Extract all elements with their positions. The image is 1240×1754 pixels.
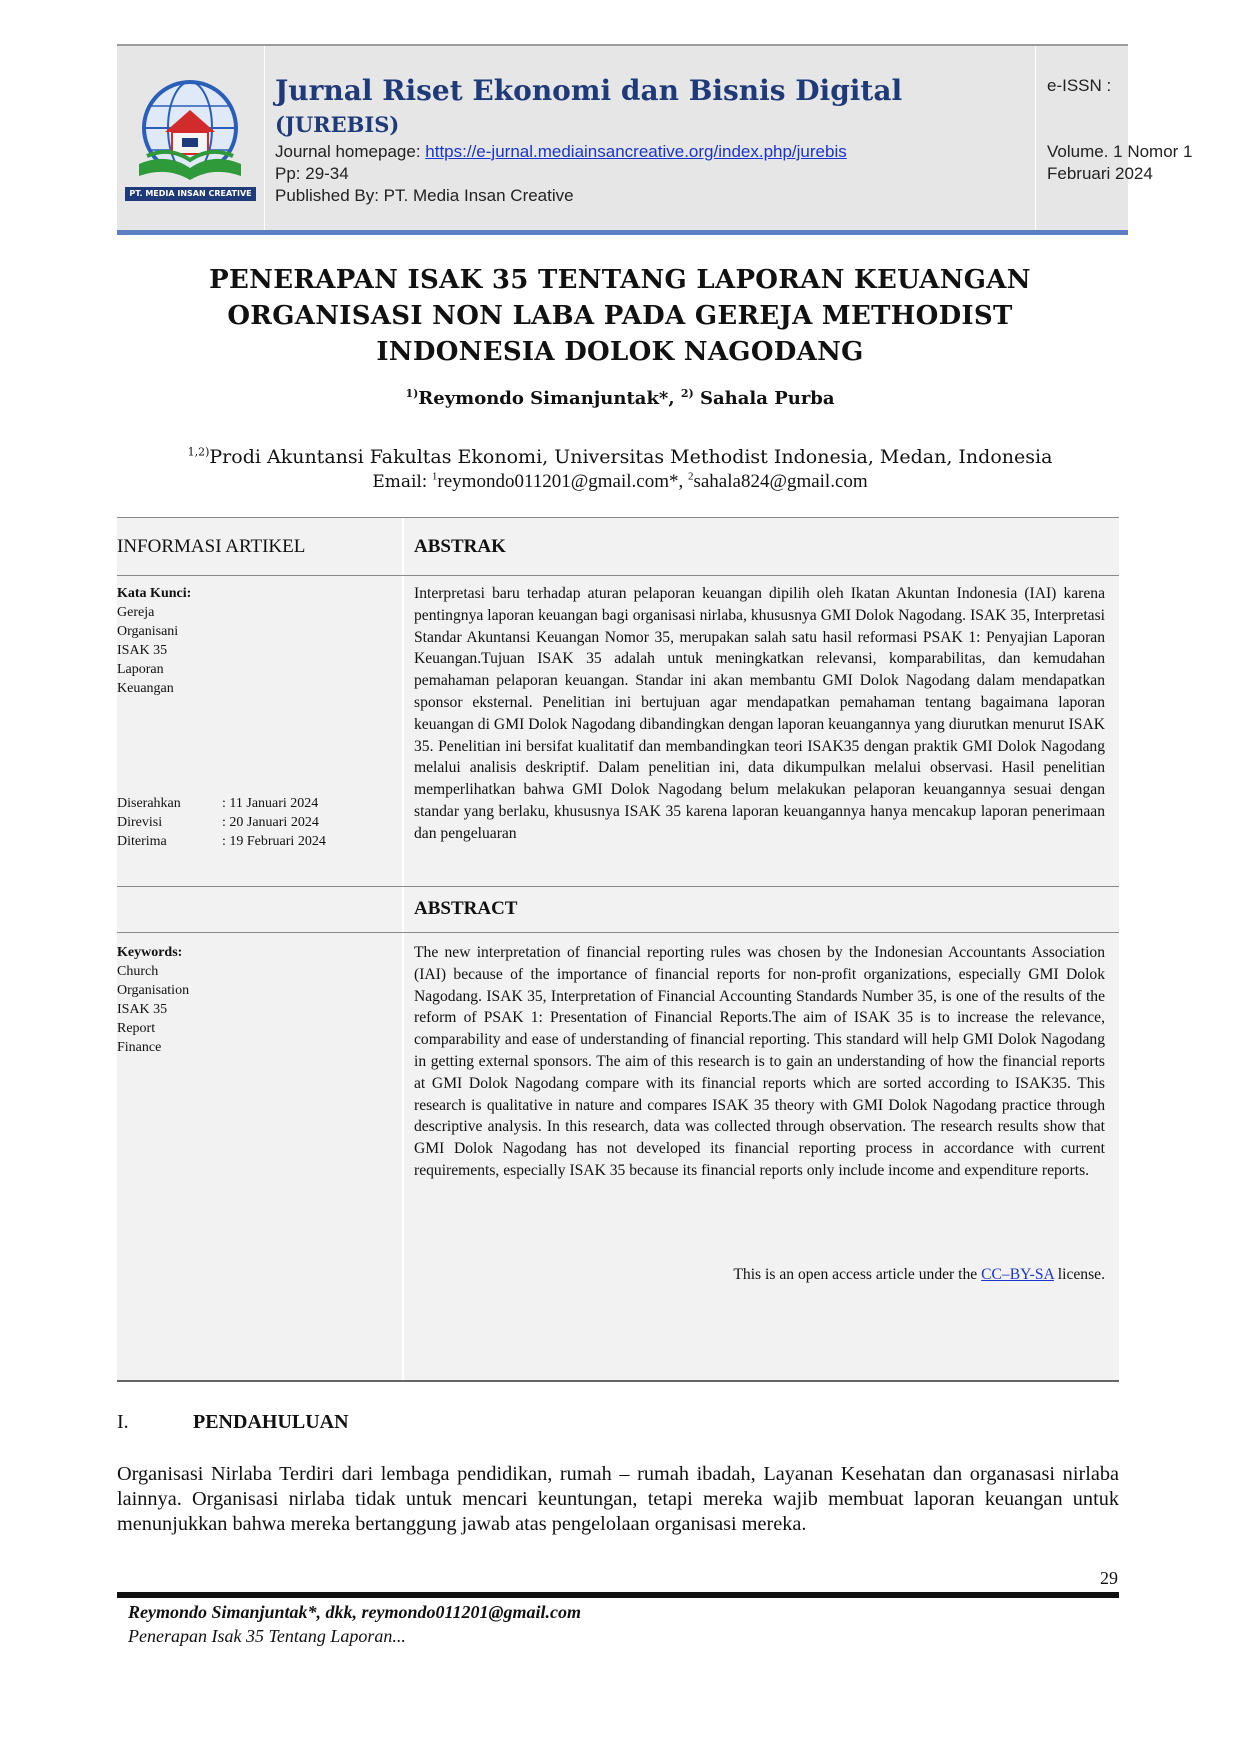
article-info-header: INFORMASI ARTIKEL bbox=[117, 536, 306, 557]
abstrak-text: Interpretasi baru terhadap aturan pelaporan keuangan dipilih oleh Ikatan Akuntan Indonesia (IAI) karena pentingnya laporan keuangan bagi organisasi nirlaba, khususnya GMI Dolok Nagodang. ISAK 35, Interpretasi Standar Akuntansi Keuangan Nomor 35, merupakan salah satu hasil reformasi PSAK 1: Penyajian Laporan Keuangan.Tujuan ISAK 35 adalah untuk meningkatkan relevansi, komparabilitas, dan kemudahan pemahaman pelaporan keuangan. Standar ini akan membantu GMI Dolok Nagodang dalam mendapatkan sponsor eksternal. Penelitian ini bertujuan agar mendapatkan pemahaman tentang bagaimana laporan keuangan di GMI Dolok Nagodang dibandingkan dengan laporan keuangannya yang diurutkan menurut ISAK 35. Penelitian ini bersifat kualitatif dan membandingkan teori ISAK35 dengan praktik GMI Dolok Nagodang melalui analisis deskriptif. Dalam penelitian ini, data dikumpulkan melalui observasi. Hasil penelitian memperlihatkan bahwa GMI Dolok Nagodang belum melakukan pelaporan keuangannya sesuai dengan standar yang berlaku, khususnya ISAK 35 karena laporan keuangannya hanya mencakup laporan penerimaan dan pengeluaran bbox=[414, 585, 1105, 842]
email-address: reymondo011201@gmail.com*, bbox=[437, 471, 688, 492]
author-name: Sahala Purba bbox=[693, 388, 835, 409]
header-issue-info bbox=[1047, 46, 1193, 230]
table-column-divider bbox=[402, 517, 404, 1380]
email-label: Email bbox=[372, 472, 422, 492]
date-label: Diterima bbox=[117, 834, 167, 849]
header-divider bbox=[1035, 46, 1036, 230]
paper-title bbox=[120, 262, 1120, 370]
footer-short-title: Penerapan Isak 35 Tentang Laporan... bbox=[128, 1626, 406, 1646]
kata-kunci-title: Kata Kunci: bbox=[117, 586, 192, 601]
date-value: : 19 Februari 2024 bbox=[222, 834, 326, 849]
author-marker: 1) bbox=[405, 387, 419, 400]
title-line: ORGANISASI NON LABA PADA GEREJA METHODIST bbox=[227, 301, 1013, 331]
date-row bbox=[117, 813, 326, 832]
affiliation bbox=[120, 446, 1120, 468]
section-heading bbox=[117, 1411, 349, 1434]
date-label: Direvisi bbox=[117, 815, 163, 830]
keyword: Report bbox=[117, 1021, 156, 1036]
author-emails: Email: $^1$reymondo011201@gmail.com*, $^2$sahala824@gmail.com bbox=[372, 470, 868, 492]
affiliation-marker: 1,2) bbox=[187, 445, 210, 459]
date-label: Diserahkan bbox=[117, 796, 181, 811]
footer-rule bbox=[117, 1592, 1119, 1598]
section-number: I. bbox=[117, 1411, 129, 1433]
author-name: Reymondo Simanjuntak*, bbox=[418, 388, 681, 409]
logo-emblem-icon bbox=[117, 46, 264, 230]
abstract-header: ABSTRACT bbox=[414, 898, 518, 919]
author-marker: 2) bbox=[680, 387, 694, 400]
footer-author: Reymondo Simanjuntak*, dkk, reymondo011201@gmail.com bbox=[128, 1602, 582, 1622]
keyword: Organisation bbox=[117, 983, 190, 998]
license-note bbox=[414, 1266, 1105, 1284]
title-line: INDONESIA DOLOK NAGODANG bbox=[376, 337, 864, 367]
keyword: Organisani bbox=[117, 624, 179, 639]
issue-date: Februari 2024 bbox=[1047, 164, 1153, 183]
keyword: ISAK 35 bbox=[117, 643, 168, 658]
date-row bbox=[117, 832, 326, 851]
keyword: Gereja bbox=[117, 605, 155, 620]
homepage-link[interactable]: https://e-jurnal.mediainsancreative.org/index.php/jurebis bbox=[425, 142, 847, 161]
email-marker: 1 bbox=[431, 470, 438, 483]
publisher: Published By: PT. Media Insan Creative bbox=[275, 186, 574, 205]
affiliation-text: Prodi Akuntansi Fakultas Ekonomi, Universitas Methodist Indonesia, Medan, Indonesia bbox=[209, 446, 1053, 468]
table-rule bbox=[117, 1380, 1119, 1382]
header-journal-info bbox=[275, 46, 1035, 230]
table-rule bbox=[117, 932, 1119, 933]
keywords-list bbox=[117, 943, 189, 1057]
keyword: Church bbox=[117, 964, 159, 979]
journal-header bbox=[117, 46, 1193, 230]
journal-abbreviation: (JUREBIS) bbox=[275, 112, 400, 137]
section-title: PENDAHULUAN bbox=[193, 1411, 349, 1433]
title-line: PENERAPAN ISAK 35 TENTANG LAPORAN KEUANGAN bbox=[209, 265, 1031, 295]
keyword: Keuangan bbox=[117, 681, 174, 696]
keyword: Finance bbox=[117, 1040, 162, 1055]
license-text: This is an open access article under the bbox=[733, 1266, 982, 1283]
keyword: ISAK 35 bbox=[117, 1002, 168, 1017]
keyword: Laporan bbox=[117, 662, 164, 677]
article-dates bbox=[117, 794, 326, 851]
header-divider bbox=[264, 46, 265, 230]
page-number: 29 bbox=[1100, 1568, 1118, 1588]
table-rule bbox=[117, 575, 1119, 576]
page-range: Pp: 29-34 bbox=[275, 164, 349, 183]
keywords-title: Keywords: bbox=[117, 945, 183, 960]
header-bottom-rule bbox=[117, 230, 1128, 235]
date-value: : 11 Januari 2024 bbox=[222, 796, 319, 811]
abstrak-header: ABSTRAK bbox=[414, 536, 506, 557]
volume-number: Volume. 1 Nomor 1 bbox=[1047, 142, 1193, 161]
table-rule bbox=[117, 886, 1119, 887]
author-list bbox=[120, 388, 1120, 409]
journal-title: Jurnal Riset Ekonomi dan Bisnis Digital bbox=[275, 74, 903, 107]
abstract-text: The new interpretation of financial reporting rules was chosen by the Indonesian Accountants Association (IAI) because of the importance of financial reports for non-profit organizations, especially GMI Dolok Nagodang. ISAK 35, Interpretation of Financial Accounting Standards Number 35, is one of the results of the reform of PSAK 1: Presentation of Financial Reports.The aim of ISAK 35 is to increase the relevance, comparability and ease of understanding of financial reporting. This standard will help GMI Dolok Nagodang in getting external sponsors. The aim of this research is to gain an understanding of how the financial reports at GMI Dolok Nagodang compare with its financial reports which are sorted according to ISAK35. This research is qualitative in nature and compares ISAK 35 theory with GMI Dolok Nagodang practice through descriptive analysis. In this research, data was collected through observation. The research results show that GMI Dolok Nagodang has not developed its financial reporting process in accordance with current requirements, especially ISAK 35 because its financial reports only include income and expenditure reports. bbox=[414, 944, 1105, 1179]
email-address: sahala824@gmail.com bbox=[693, 471, 868, 492]
logo-caption: PT. MEDIA INSAN CREATIVE bbox=[129, 189, 252, 198]
journal-homepage bbox=[275, 142, 847, 162]
homepage-label: Journal homepage: bbox=[275, 142, 426, 161]
body-paragraph: Organisasi Nirlaba Terdiri dari lembaga pendidikan, rumah – rumah ibadah, Layanan Kesehatan dan organasasi nirlaba lainnya. Organisasi nirlaba tidak untuk mencari keuntungan, tetapi mereka wajib membuat laporan keuangan untuk menunjukkan bahwa mereka bertanggung jawab atas pengelolaan organisasi mereka. bbox=[117, 1463, 1119, 1535]
email-marker: 2 bbox=[687, 470, 694, 483]
kata-kunci-list bbox=[117, 584, 191, 698]
license-link[interactable]: CC–BY-SA bbox=[981, 1266, 1054, 1283]
publisher-logo bbox=[117, 46, 264, 230]
license-text: license. bbox=[1053, 1266, 1105, 1283]
date-value: : 20 Januari 2024 bbox=[222, 815, 319, 830]
eissn: e-ISSN : bbox=[1047, 76, 1112, 95]
date-row bbox=[117, 794, 326, 813]
table-rule bbox=[117, 517, 1119, 518]
